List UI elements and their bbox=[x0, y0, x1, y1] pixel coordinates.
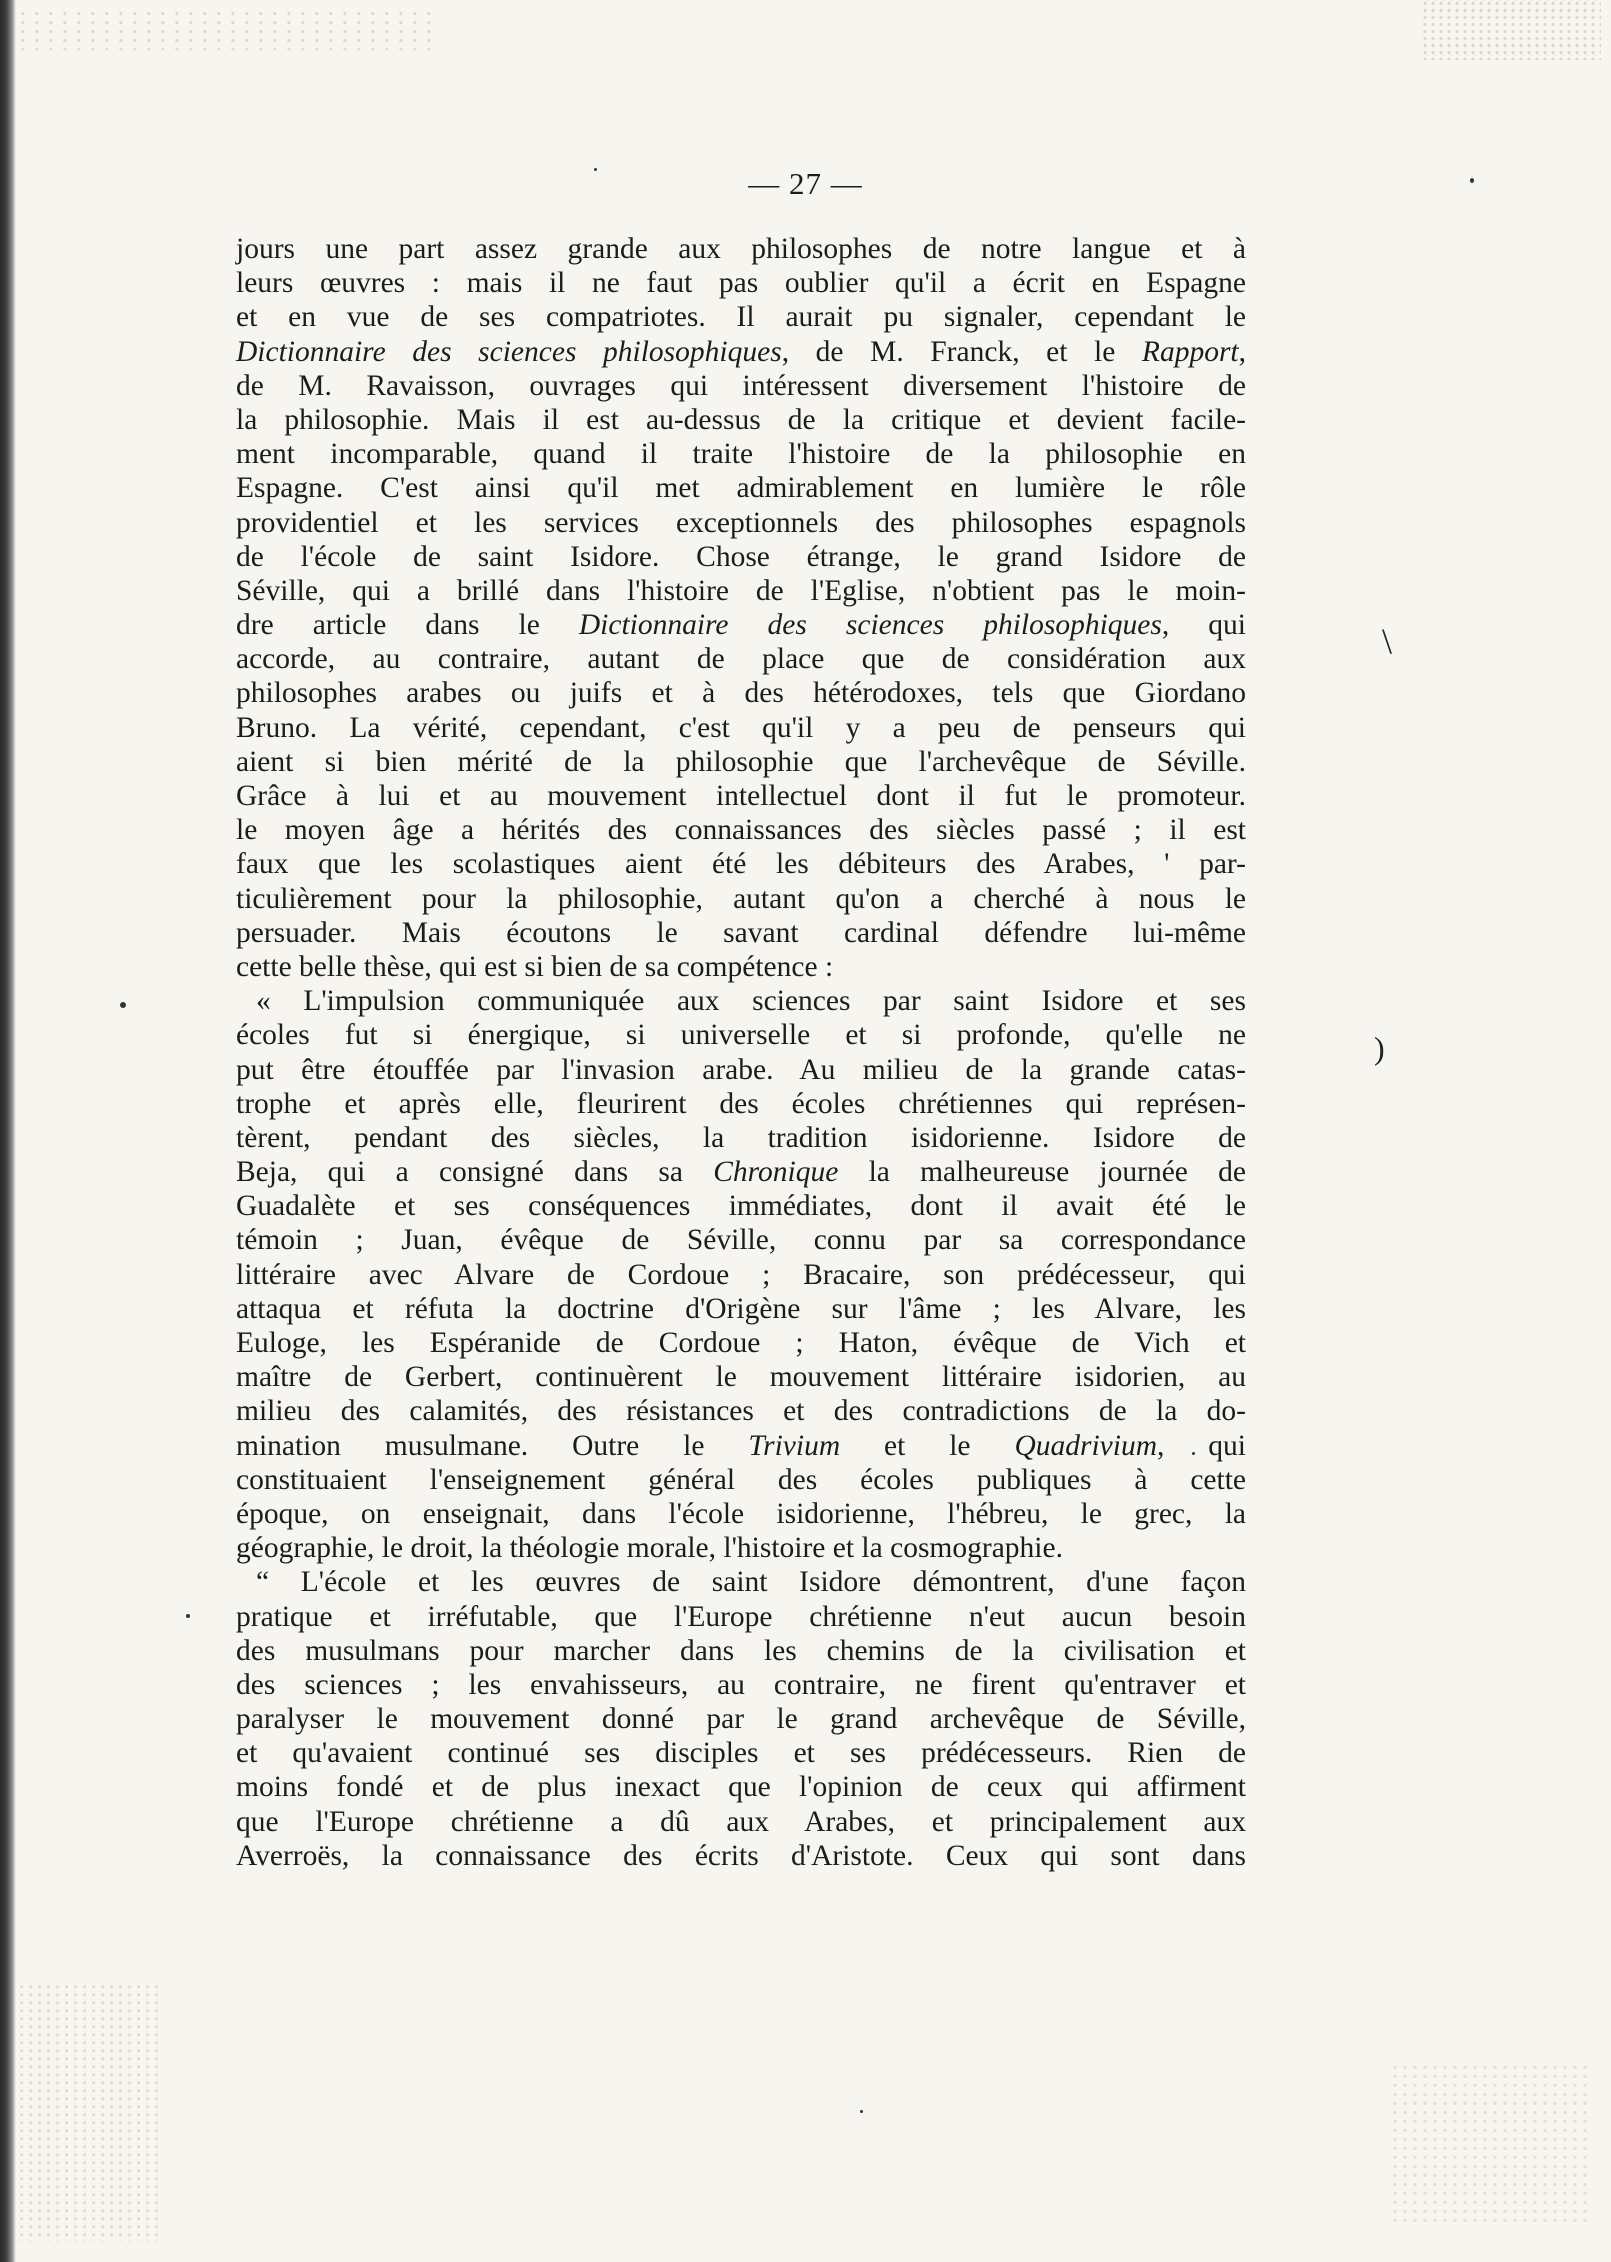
text-run: Séville, qui a brillé dans l'histoire de l'Eglise, n'obtient pas le moin- bbox=[236, 574, 1246, 607]
text-run: Averroës, la connaissance des écrits d'Aristote. Ceux qui sont dans bbox=[236, 1839, 1246, 1872]
text-line bbox=[236, 984, 1246, 1018]
text-run: de l'école de saint Isidore. Chose étrange, le grand Isidore de bbox=[236, 540, 1246, 573]
text-run: leurs œuvres : mais il ne faut pas oublier qu'il a écrit en Espagne bbox=[236, 267, 1246, 300]
text-line bbox=[236, 1600, 1246, 1634]
text-run: de M. Ravaisson, ouvrages qui intéressent diversement l'histoire de bbox=[236, 369, 1246, 402]
text-line bbox=[236, 1292, 1246, 1326]
text-run: que l'Europe chrétienne a dû aux Arabes, et principalement aux bbox=[236, 1805, 1246, 1838]
italic-title: Quadrivium bbox=[1014, 1429, 1158, 1462]
margin-mark: ) bbox=[1374, 1030, 1385, 1066]
text-line bbox=[236, 882, 1246, 916]
text-run: et le bbox=[840, 1429, 1015, 1462]
text-run: époque, on enseignait, dans l'école isidorienne, l'hébreu, le grec, la bbox=[236, 1497, 1246, 1530]
text-run: milieu des calamités, des résistances et des contradictions de la do- bbox=[236, 1395, 1246, 1428]
italic-title: Dictionnaire des sciences philosophiques bbox=[236, 335, 782, 368]
text-line bbox=[236, 1326, 1246, 1360]
text-line bbox=[236, 1770, 1246, 1804]
text-line bbox=[236, 1223, 1246, 1257]
scan-noise bbox=[1421, 0, 1601, 60]
text-run: jours une part assez grande aux philosophes de notre langue et à bbox=[236, 233, 1246, 265]
text-line bbox=[236, 369, 1246, 403]
text-line bbox=[236, 403, 1246, 437]
scan-noise bbox=[1391, 2062, 1591, 2222]
text-line bbox=[236, 540, 1246, 574]
text-run: des musulmans pour marcher dans les chemins de la civilisation et bbox=[236, 1634, 1246, 1667]
italic-title: Chronique bbox=[713, 1156, 839, 1189]
text-line bbox=[236, 1429, 1246, 1463]
text-run: put être étouffée par l'invasion arabe. Au milieu de la grande catas- bbox=[236, 1053, 1246, 1086]
text-run: ment incomparable, quand il traite l'histoire de la philosophie en bbox=[236, 438, 1246, 471]
text-line bbox=[236, 711, 1246, 745]
scan-speck bbox=[186, 1614, 190, 1618]
text-line bbox=[236, 574, 1246, 608]
text-line bbox=[236, 950, 1246, 984]
text-line bbox=[236, 1736, 1246, 1770]
text-run: « L'impulsion communiquée aux sciences par saint Isidore et ses bbox=[256, 985, 1246, 1018]
text-line bbox=[236, 1565, 1246, 1599]
text-run: aient si bien mérité de la philosophie que l'archevêque de Séville. bbox=[236, 745, 1246, 778]
text-line bbox=[236, 300, 1246, 334]
text-line bbox=[236, 676, 1246, 710]
italic-title: Rapport bbox=[1141, 335, 1239, 368]
text-run: faux que les scolastiques aient été les débiteurs des Arabes, ' par- bbox=[236, 848, 1246, 881]
scan-noise bbox=[18, 1982, 158, 2242]
text-line bbox=[236, 1258, 1246, 1292]
text-line bbox=[236, 1463, 1246, 1497]
text-run: écoles fut si énergique, si universelle et si profonde, qu'elle ne bbox=[236, 1019, 1246, 1052]
text-line bbox=[236, 779, 1246, 813]
text-run: , de M. Franck, et le bbox=[781, 335, 1142, 368]
text-run: Bruno. La vérité, cependant, c'est qu'il y a peu de penseurs qui bbox=[236, 711, 1246, 744]
text-run: constituaient l'enseignement général des écoles publiques à cette bbox=[236, 1463, 1246, 1496]
text-run: géographie, le droit, la théologie morale, l'histoire et la cosmographie. bbox=[236, 1532, 1063, 1565]
text-run: accorde, au contraire, autant de place que de considération aux bbox=[236, 643, 1246, 676]
text-run: “ L'école et les œuvres de saint Isidore démontrent, d'une façon bbox=[256, 1566, 1246, 1599]
text-run: , qui bbox=[1161, 609, 1246, 642]
text-run: , qui bbox=[1157, 1429, 1246, 1462]
text-run: et qu'avaient continué ses disciples et ses prédécesseurs. Rien de bbox=[236, 1737, 1246, 1770]
text-run: pratique et irréfutable, que l'Europe chrétienne n'eut aucun besoin bbox=[236, 1600, 1246, 1633]
text-line bbox=[236, 608, 1246, 642]
text-run: des sciences ; les envahisseurs, au contraire, ne firent qu'entraver et bbox=[236, 1668, 1246, 1701]
text-run: la philosophie. Mais il est au-dessus de la critique et devient facile- bbox=[236, 403, 1246, 436]
text-line bbox=[236, 232, 1246, 266]
scan-speck bbox=[860, 2110, 863, 2113]
text-line bbox=[236, 266, 1246, 300]
text-run: littéraire avec Alvare de Cordoue ; Bracaire, son prédécesseur, qui bbox=[236, 1258, 1246, 1291]
text-line bbox=[236, 745, 1246, 779]
text-line bbox=[236, 506, 1246, 540]
text-run: ticulièrement pour la philosophie, autant qu'on a cherché à nous le bbox=[236, 882, 1246, 915]
scan-noise bbox=[20, 10, 440, 50]
text-line bbox=[236, 1189, 1246, 1223]
text-run: maître de Gerbert, continuèrent le mouvement littéraire isidorien, au bbox=[236, 1361, 1246, 1394]
text-line bbox=[236, 1155, 1246, 1189]
text-run: , bbox=[1238, 335, 1246, 368]
text-line bbox=[236, 471, 1246, 505]
text-line bbox=[236, 1018, 1246, 1052]
page-number: — 27 — bbox=[748, 166, 863, 201]
text-run: Espagne. C'est ainsi qu'il met admirablement en lumière le rôle bbox=[236, 472, 1246, 505]
text-line bbox=[236, 1121, 1246, 1155]
text-line bbox=[236, 916, 1246, 950]
text-line bbox=[236, 1360, 1246, 1394]
text-run: philosophes arabes ou juifs et à des hétérodoxes, tels que Giordano bbox=[236, 677, 1246, 710]
text-run: trophe et après elle, fleurirent des écoles chrétiennes qui représen- bbox=[236, 1087, 1246, 1120]
page-binding-edge bbox=[0, 0, 16, 2262]
text-run: moins fondé et de plus inexact que l'opinion de ceux qui affirment bbox=[236, 1771, 1246, 1804]
text-run: mination musulmane. Outre le bbox=[236, 1429, 749, 1462]
text-line bbox=[236, 813, 1246, 847]
text-run: Grâce à lui et au mouvement intellectuel dont il fut le promoteur. bbox=[236, 780, 1246, 812]
scan-speck bbox=[120, 1002, 126, 1008]
body-text bbox=[236, 232, 1246, 1873]
text-line bbox=[236, 335, 1246, 369]
text-run: Euloge, les Espéranide de Cordoue ; Haton, évêque de Vich et bbox=[236, 1327, 1246, 1359]
text-line bbox=[236, 1839, 1246, 1873]
text-run: cette belle thèse, qui est si bien de sa compétence : bbox=[236, 950, 834, 983]
text-line bbox=[236, 1702, 1246, 1736]
text-run: et en vue de ses compatriotes. Il aurait pu signaler, cependant le bbox=[236, 301, 1246, 334]
text-line bbox=[236, 642, 1246, 676]
text-line bbox=[236, 1805, 1246, 1839]
text-run: témoin ; Juan, évêque de Séville, connu par sa correspondance bbox=[236, 1224, 1246, 1257]
text-line bbox=[236, 437, 1246, 471]
text-line bbox=[236, 1634, 1246, 1668]
text-line bbox=[236, 1497, 1246, 1531]
text-line bbox=[236, 1053, 1246, 1087]
text-run: paralyser le mouvement donné par le grand archevêque de Séville, bbox=[236, 1703, 1246, 1736]
text-line bbox=[236, 1394, 1246, 1428]
text-run: providentiel et les services exceptionnels des philosophes espagnols bbox=[236, 506, 1246, 539]
text-run: tèrent, pendant des siècles, la tradition isidorienne. Isidore de bbox=[236, 1121, 1246, 1154]
text-run: dre article dans le bbox=[236, 609, 579, 642]
text-line bbox=[236, 1087, 1246, 1121]
text-line bbox=[236, 847, 1246, 881]
text-line bbox=[236, 1531, 1246, 1565]
text-run: attaqua et réfuta la doctrine d'Origène sur l'âme ; les Alvare, les bbox=[236, 1292, 1246, 1325]
text-run: Beja, qui a consigné dans sa bbox=[236, 1156, 714, 1189]
margin-mark: \ bbox=[1382, 621, 1393, 661]
italic-title: Trivium bbox=[748, 1429, 841, 1462]
italic-title: Dictionnaire des sciences philosophiques bbox=[578, 609, 1162, 642]
text-line bbox=[236, 1668, 1246, 1702]
text-run: le moyen âge a hérités des connaissances des siècles passé ; il est bbox=[236, 814, 1246, 847]
text-run: Guadalète et ses conséquences immédiates, dont il avait été le bbox=[236, 1190, 1246, 1223]
text-run: persuader. Mais écoutons le savant cardinal défendre lui-même bbox=[236, 916, 1246, 949]
text-run: la malheureuse journée de bbox=[838, 1156, 1246, 1189]
